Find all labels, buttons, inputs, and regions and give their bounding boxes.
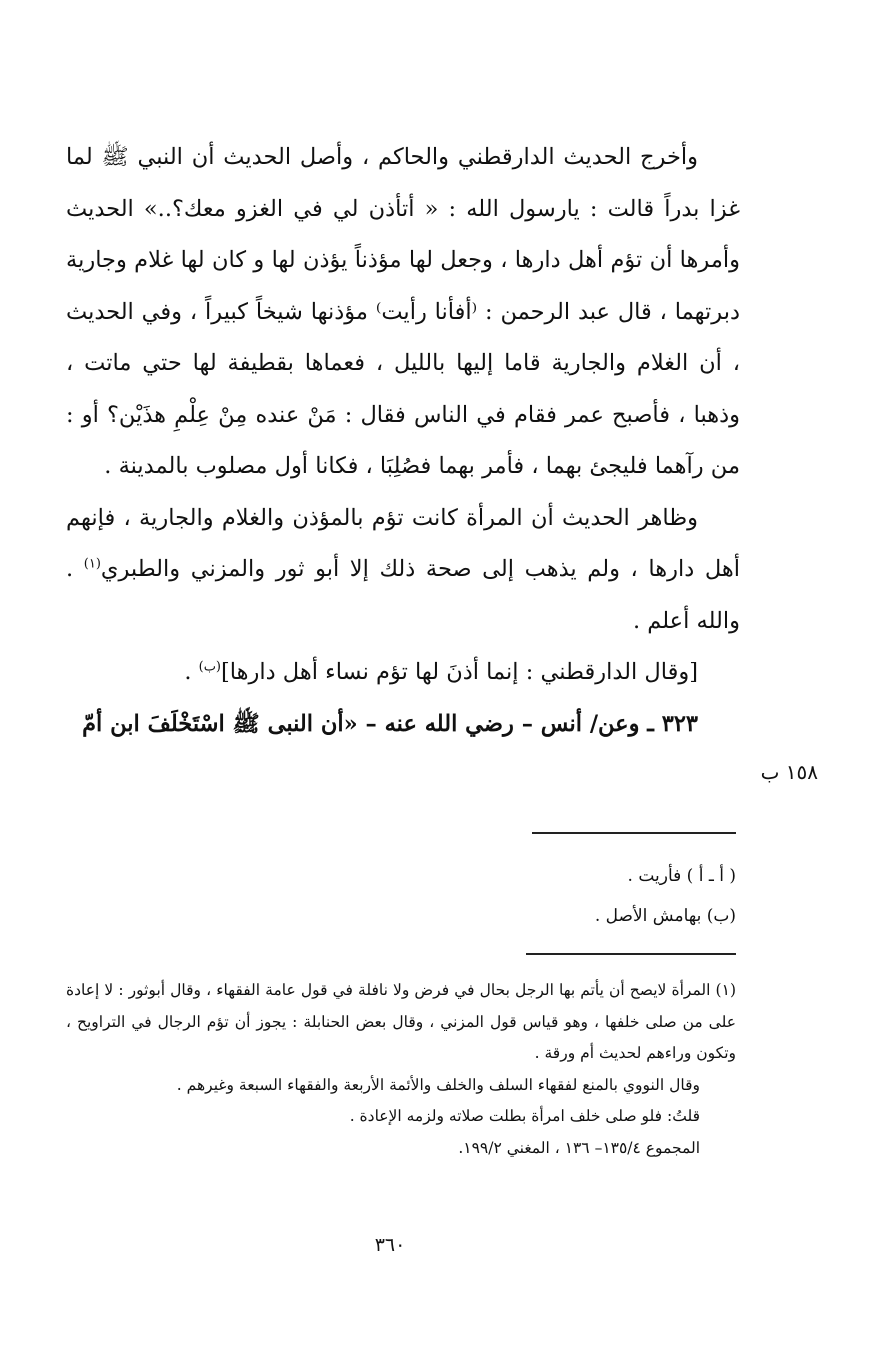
- paragraph-3-text: [وقال الدارقطني : إنما أذنَ لها تؤم نساء أهل دارها]: [221, 659, 698, 685]
- main-text: [66, 132, 740, 750]
- paragraph-3: [66, 647, 740, 699]
- variant-note-a: ( أ ـ أ ) فأريت .: [627, 866, 736, 886]
- paragraph-2: [66, 493, 740, 648]
- paragraph-4-hadith: ٣٢٣ ـ وعن/ أنس – رضي الله عنه – «أن النبى ﷺ اسْتَخْلَفَ ابن أمّ: [82, 710, 698, 737]
- page-number: ٣٦٠: [374, 1234, 406, 1256]
- divider-footnotes: [526, 953, 736, 955]
- footnote-line: قلتُ: فلو صلى خلف امرأة بطلت صلاته ولزمه الإعادة .: [349, 1107, 700, 1125]
- footnote-line: وقال النووي بالمنع لفقهاء السلف والخلف والأئمة الأربعة والفقهاء السبعة وغيرهم .: [176, 1075, 700, 1094]
- footnote-line: المجموع ١٣٥/٤– ١٣٦ ، المغني ١٩٩/٢.: [458, 1138, 700, 1157]
- variant-notes: [300, 856, 736, 936]
- footnote-ref-1: (١): [83, 556, 101, 572]
- footnote-1: (١) المرأة لايصح أن يأتم بها الرجل بحال في فرض ولا نافلة في قول عامة الفقهاء ، وقال أبوثور : لا إعادة على من صلى خلفها ، وهو قياس قول المزني ، وقال بعض الحنابلة : يجوز أن تؤم الرجال في التراويح ، وتكون وراءهم لحديث أم ورقة .: [66, 981, 736, 1062]
- variant-ref-b: (ب): [198, 659, 222, 675]
- paragraph-2-tail: . والله أعلم .: [66, 556, 740, 634]
- variant-note-b: (ب) بهامش الأصل .: [594, 906, 736, 926]
- footnotes: [66, 975, 736, 1164]
- paragraph-2-text: وظاهر الحديث أن المرأة كانت تؤم بالمؤذن والغلام والجارية ، فإنهم أهل دارها ، ولم يذهب إلى صحة ذلك إلا أبو ثور والمزني والطبري: [66, 504, 740, 582]
- paragraph-3-tail: .: [184, 659, 192, 685]
- divider-variants: [532, 832, 736, 834]
- paragraph-1: وأخرج الحديث الدارقطني والحاكم ، وأصل الحديث أن النبي ﷺ لما غزا بدراً قالت : يارسول الله : « أتأذن لي في الغزو معك؟..» الحديث وأمرها أن تؤم أهل دارها ، وجعل لها مؤذناً يؤذن لها و كان لها غلام وجارية دبرتهما ، قال عبد الرحمن : ⁽أفأنا رأيت⁾ مؤذنها شيخاً كبيراً ، وفي الحديث ، أن الغلام والجارية قاما إليها بالليل ، فعماها بقطيفة لها حتي ماتت ، وذهبا ، فأصبح عمر فقام في الناس فقال : مَنْ عنده مِنْ عِلْمِ هذَيْن؟ أو : من رآهما فليجئ بهما ، فأمر بهما فصُلِبَا ، فكانا أول مصلوب بالمدينة .: [66, 144, 740, 479]
- margin-folio-note: ١٥٨ ب: [760, 760, 818, 784]
